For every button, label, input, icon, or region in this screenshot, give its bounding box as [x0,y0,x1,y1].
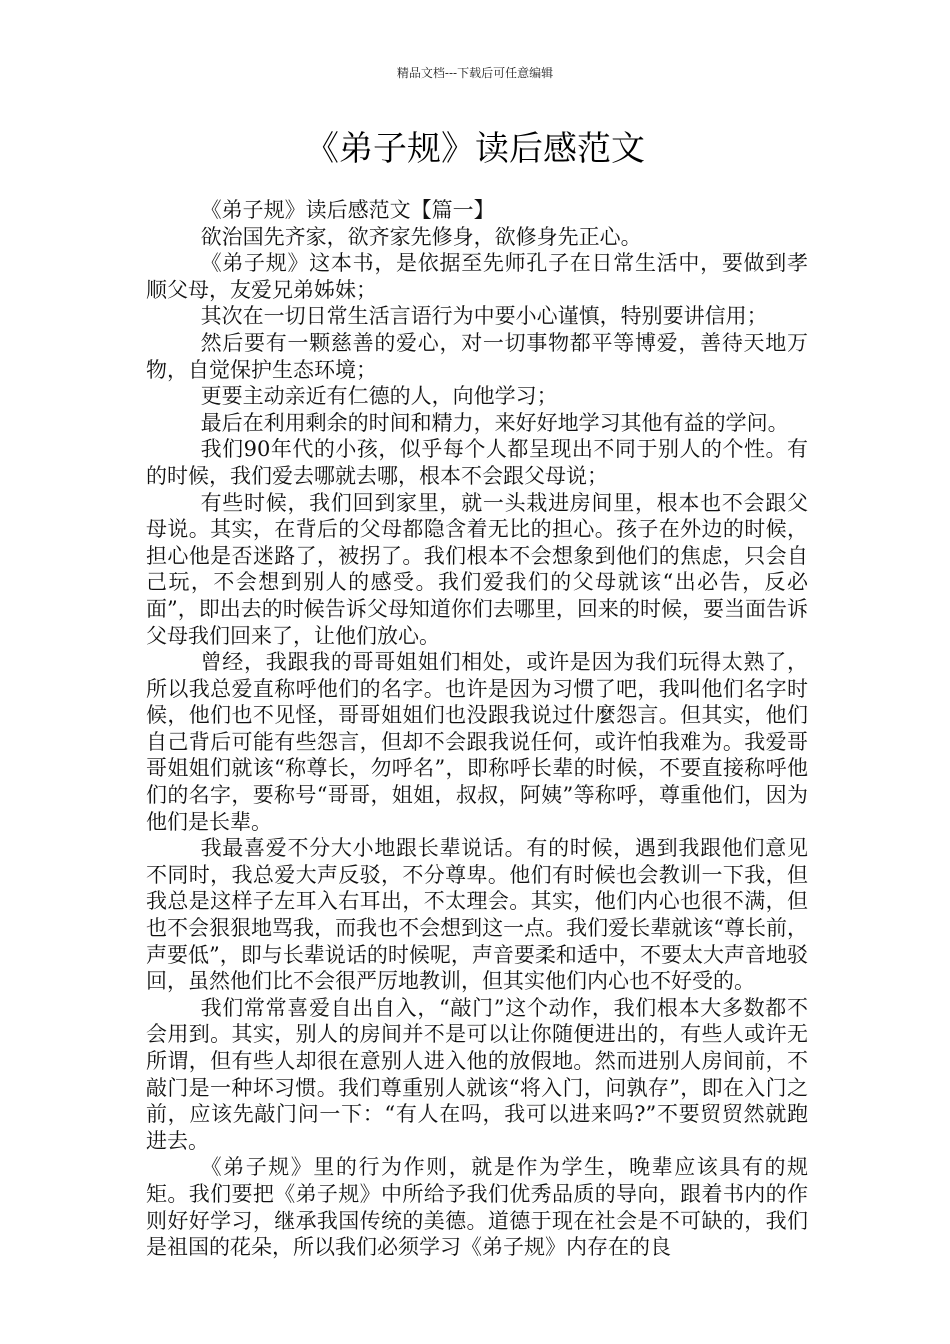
paragraph: 我们90年代的小孩，似乎每个人都呈现出不同于别人的个性。有的时候，我们爱去哪就去哪，根本不会跟父母说； [146,437,808,488]
paragraph: 我们常常喜爱自出自入，“敲门”这个动作，我们根本大多数都不会用到。其实，别人的房间并不是可以让你随便进出的，有些人或许无所谓，但有些人却很在意别人进入他的放假地。然而进别人房间前，不敲门是一种坏习惯。我们尊重别人就该“将入门，问孰存”，即在入门之前，应该先敲门问一下：“有人在吗，我可以进来吗?”不要贸贸然就跑进去。 [146,995,808,1153]
paragraph: 最后在利用剩余的时间和精力，来好好地学习其他有益的学问。 [200,410,789,435]
paragraph: 曾经，我跟我的哥哥姐姐们相处，或许是因为我们玩得太熟了，所以我总爱直称呼他们的名字。也许是因为习惯了吧，我叫他们名字时候，他们也不见怪，哥哥姐姐们也没跟我说过什麼怨言。但其实，他们自己背后可能有些怨言，但却不会跟我说任何，或许怕我难为。我爱哥哥姐姐们就该“称尊长，勿呼名”，即称呼长辈的时候，不要直接称呼他们的名字，要称号“哥哥，姐姐，叔叔，阿姨”等称呼，尊重他们，因为他们是长辈。 [146,650,808,834]
document-body [146,197,808,1261]
paragraph: 欲治国先齐家，欲齐家先修身，欲修身先正心。 [200,224,642,249]
paragraph: 有些时候，我们回到家里，就一头栽进房间里，根本也不会跟父母说。其实，在背后的父母都隐含着无比的担心。孩子在外边的时候，担心他是否迷路了，被拐了。我们根本不会想象到他们的焦虑，只会自己玩，不会想到别人的感受。我们爱我们的父母就该“出必告，反必面”，即出去的时候告诉父母知道你们去哪里，回来的时候，要当面告诉父母我们回来了，让他们放心。 [146,490,808,648]
document-title: 《弟子规》读后感范文 [305,129,645,169]
page-header: 精品文档---下载后可任意编辑 [396,66,554,80]
paragraph: 然后要有一颗慈善的爱心，对一切事物都平等博爱，善待天地万物，自觉保护生态环境； [146,330,808,382]
section-heading: 《弟子规》读后感范文【篇一】 [200,198,495,222]
paragraph: 《弟子规》里的行为作则，就是作为学生，晚辈应该具有的规矩。我们要把《弟子规》中所给予我们优秀品质的导向，跟着书内的作则好好学习，继承我国传统的美德。道德于现在社会是不可缺的，我们是祖国的花朵，所以我们必须学习《弟子规》内存在的良 [146,1155,808,1260]
paragraph: 更要主动亲近有仁德的人，向他学习； [200,384,558,409]
paragraph: 其次在一切日常生活言语行为中要小心谨慎，特别要讲信用； [200,304,768,329]
paragraph: 我最喜爱不分大小地跟长辈说话。有的时候，遇到我跟他们意见不同时，我总爱大声反驳，不分尊卑。他们有时候也会教训一下我，但我总是这样子左耳入右耳出，不太理会。其实，他们内心也很不满，但也不会狠狠地骂我，而我也不会想到这一点。我们爱长辈就该“尊长前，声要低”，即与长辈说话的时候呢，声音要柔和适中，不要太大声音地驳回，虽然他们比不会很严厉地教训，但其实他们内心也不好受的。 [146,836,808,994]
paragraph: 《弟子规》这本书，是依据至先师孔子在日常生活中，要做到孝顺父母，友爱兄弟姊妹； [146,251,808,302]
